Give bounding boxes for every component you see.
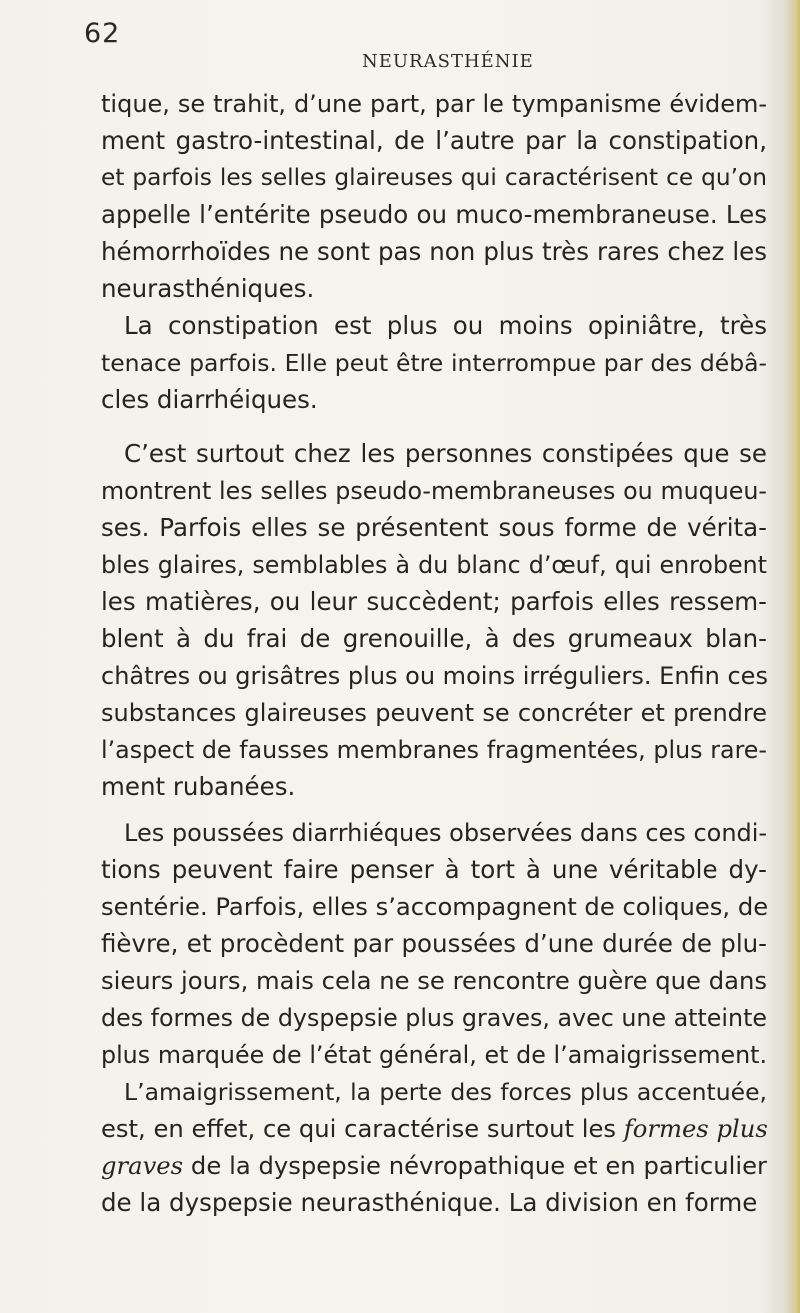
text-line: tenace parfois. Elle peut être interrompue par des débâ- [101,349,767,377]
paragraph-start: L’amaigrissement, la perte des forces plus accentuée, [124,1078,767,1106]
text-line: blent à du frai de grenouille, à des grumeaux blan- [101,624,767,653]
text-line: sentérie. Parfois, elles s’accompagnent de coliques, de [101,892,769,921]
italic-span: formes plus [623,1114,768,1143]
text-line: sieurs jours, mais cela ne se rencontre guère que dans [101,966,767,995]
text-line: des formes de dyspepsie plus graves, avec une atteinte [101,1004,767,1032]
text-line: hémorrhoïdes ne sont pas non plus très rares chez les [101,237,767,266]
text-line: tique, se trahit, d’une part, par le tympanisme évidem- [101,90,767,118]
text-line: ses. Parfois elles se présentent sous forme de vérita- [101,513,767,542]
text-span: est, en effet, ce qui caractérise surtout les [101,1114,624,1143]
text-line [101,1111,767,1147]
text-line: les matières, ou leur succèdent; parfois elles ressem- [101,587,767,616]
text-line: ment rubanées. [101,772,296,801]
paragraph-start: Les poussées diarrhiéques observées dans ces condi- [124,819,768,847]
text-line: neurasthéniques. [101,274,315,303]
text-line: tions peuvent faire penser à tort à une véritable dy- [101,855,767,884]
text-line: de la dyspepsie neurasthénique. La division en forme [101,1188,758,1217]
paragraph-start: La constipation est plus ou moins opiniâtre, très [124,311,767,340]
text-line: ment gastro-intestinal, de l’autre par la constipation, [101,126,767,155]
text-line: plus marquée de l’état général, et de l’amaigrissement. [101,1041,767,1069]
italic-span: graves [101,1151,184,1180]
page-number: 62 [84,18,121,49]
text-line [101,1148,767,1184]
text-line: châtres ou grisâtres plus ou moins irréguliers. Enfin ces [101,662,768,690]
text-span: de la dyspepsie névropathique et en particulier [183,1151,767,1180]
text-line: appelle l’entérite pseudo ou muco-membraneuse. Les [101,200,767,229]
text-line: bles glaires, semblables à du blanc d’œuf, qui enrobent [101,551,767,579]
text-line: et parfois les selles glaireuses qui caractérisent ce qu’on [101,164,767,191]
text-line: cles diarrhéiques. [101,385,318,414]
paragraph-start: C’est surtout chez les personnes constipées que se [124,439,767,468]
text-line: fièvre, et procèdent par poussées d’une durée de plu- [101,929,767,958]
page-edge [788,0,800,1313]
text-line: montrent les selles pseudo-membraneuses ou muqueu- [101,477,767,505]
running-head: NEURASTHÉNIE [362,51,534,72]
text-line: substances glaireuses peuvent se concréter et prendre [101,699,767,727]
text-line: l’aspect de fausses membranes fragmentées, plus rare- [101,736,767,764]
